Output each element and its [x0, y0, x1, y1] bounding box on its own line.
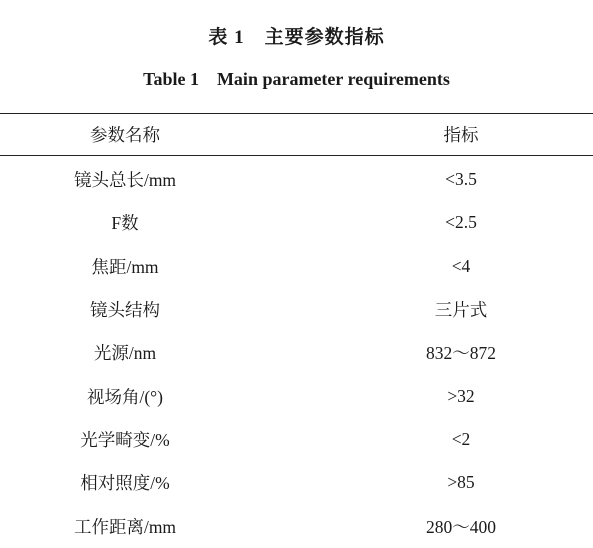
header-requirement: 指标 [443, 125, 479, 145]
table-row [0, 201, 593, 244]
row-parameter-name: 光源/nm [93, 343, 157, 364]
row-parameter-name: 镜头结构 [90, 300, 160, 321]
row-parameter-name: 工作距离/mm [73, 516, 177, 537]
table-row [0, 158, 593, 201]
row-parameter-name: 镜头总长/mm [73, 170, 177, 191]
table-row [0, 418, 593, 461]
row-requirement-value: <4 [451, 255, 471, 276]
table-row [0, 331, 593, 374]
table-row [0, 375, 593, 418]
table-header-row [0, 114, 593, 155]
table-row [0, 461, 593, 504]
row-requirement-value: <3.5 [445, 169, 477, 190]
row-requirement-value: 832～872 [426, 343, 496, 364]
row-parameter-name: 光学畸变/% [80, 430, 170, 451]
row-parameter-name: 视场角/(°) [86, 386, 163, 407]
row-requirement-value: >32 [447, 385, 475, 406]
table-row [0, 505, 593, 548]
table-row [0, 245, 593, 288]
row-requirement-value: <2.5 [445, 212, 477, 233]
row-requirement-value: 三片式 [434, 300, 488, 321]
table-caption-english: Table 1 Main parameter requirements [143, 69, 450, 89]
table-row [0, 288, 593, 331]
table-header-rule [0, 155, 593, 156]
row-parameter-name: 焦距/mm [91, 256, 159, 277]
table-caption-chinese: 表 1 主要参数指标 [208, 27, 385, 48]
row-requirement-value: >85 [447, 472, 475, 493]
header-parameter-name: 参数名称 [90, 125, 160, 145]
row-requirement-value: 280～400 [426, 516, 496, 537]
row-parameter-name: F数 [111, 213, 139, 234]
row-parameter-name: 相对照度/% [80, 473, 170, 494]
row-requirement-value: <2 [451, 429, 471, 450]
